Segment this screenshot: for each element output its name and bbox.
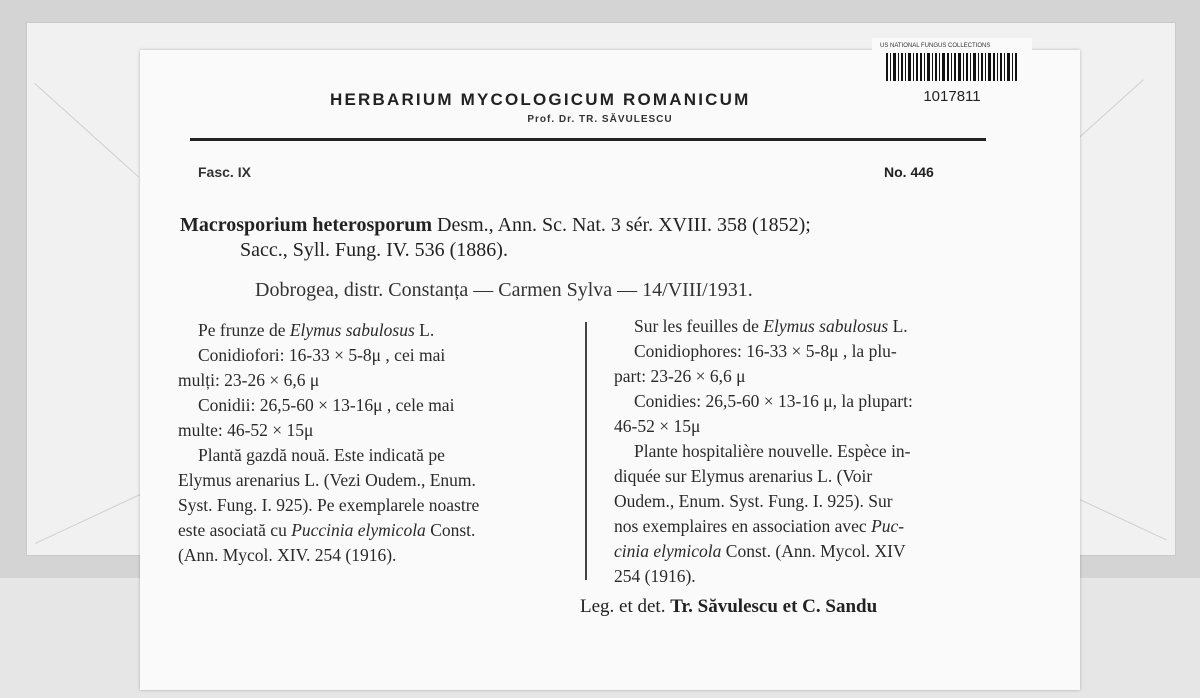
note-line [614,514,1009,539]
note-line: Elymus arenarius L. (Vezi Oudem., Enum. [178,470,476,490]
barcode-graphic [886,53,1018,89]
associated-species: Puccinia elymicola [291,520,426,540]
note-line: Plante hospitalière nouvelle. Espèce in- [634,441,911,461]
species-citation-line2: Sacc., Syll. Fung. IV. 536 (1886). [240,239,508,261]
note-line: Syst. Fung. I. 925). Pe exemplarele noastre [178,495,480,515]
note-line [614,539,1009,564]
conidia-line: Conidies: 26,5-60 × 13-16 μ, la plupart: [634,391,913,411]
host-line [614,314,1009,339]
barcode-collection-name: US NATIONAL FUNGUS COLLECTIONS [880,43,991,49]
note-text: Const. (Ann. Mycol. XIV [721,541,906,561]
host-suffix: L. [414,320,435,340]
note-line: Plantă gazdă nouă. Este indicată pe [198,445,445,465]
fascicle-number: Fasc. IX [198,164,251,180]
conidiophores-line: Conidiofori: 16-33 × 5-8μ , cei mai [198,345,446,365]
herbarium-director: Prof. Dr. TR. SĂVULESCU [527,114,673,125]
associated-species: cinia elymicola [614,541,722,561]
french-description [614,314,1009,589]
host-species: Elymus sabulosus [763,316,889,336]
conidiophores-line: mulți: 23-26 × 6,6 μ [178,370,320,390]
collector-line [580,596,877,618]
collector-names: Tr. Săvulescu et C. Sandu [670,596,878,617]
associated-species: Puc- [871,516,905,536]
note-line: diquée sur Elymus arenarius L. (Voir [614,466,873,486]
conidia-line: multe: 46-52 × 15μ [178,420,314,440]
note-line: 254 (1916). [614,566,696,586]
note-line: (Ann. Mycol. XIV. 254 (1916). [178,545,397,565]
conidiophores-line: Conidiophores: 16-33 × 5-8μ , la plu- [634,341,897,361]
species-citation: Desm., Ann. Sc. Nat. 3 sér. XVIII. 358 (1852); [432,214,811,236]
note-text: nos exemplaires en association avec [614,516,872,536]
collection-locality: Dobrogea, distr. Constanța — Carmen Sylva — 14/VIII/1931. [255,279,753,301]
host-suffix: L. [888,316,908,336]
species-citation-line1 [180,214,811,237]
romanian-description [178,318,568,568]
host-prefix: Pe frunze de [198,320,290,340]
header-rule [190,138,986,141]
envelope-flap-line [1067,493,1167,540]
specimen-number: No. 446 [884,164,934,180]
conidia-line: 46-52 × 15μ [614,416,701,436]
host-species: Elymus sabulosus [289,320,415,340]
conidia-line: Conidii: 26,5-60 × 13-16μ , cele mai [198,395,455,415]
barcode-sticker [872,38,1032,110]
note-line [178,518,568,543]
note-text: Const. [425,520,476,540]
barcode-number: 1017811 [923,88,981,105]
host-line [178,318,568,343]
column-divider [585,322,587,580]
envelope-flap-line [35,492,144,544]
host-prefix: Sur les feuilles de [634,316,764,336]
species-name: Macrosporium heterosporum [180,214,433,236]
note-line: Oudem., Enum. Syst. Fung. I. 925). Sur [614,491,893,511]
collector-prefix: Leg. et det. [580,596,671,617]
conidiophores-line: part: 23-26 × 6,6 μ [614,366,746,386]
herbarium-title: HERBARIUM MYCOLOGICUM ROMANICUM [330,90,751,109]
envelope-flap-line [34,83,139,177]
note-text: este asociată cu [178,520,292,540]
